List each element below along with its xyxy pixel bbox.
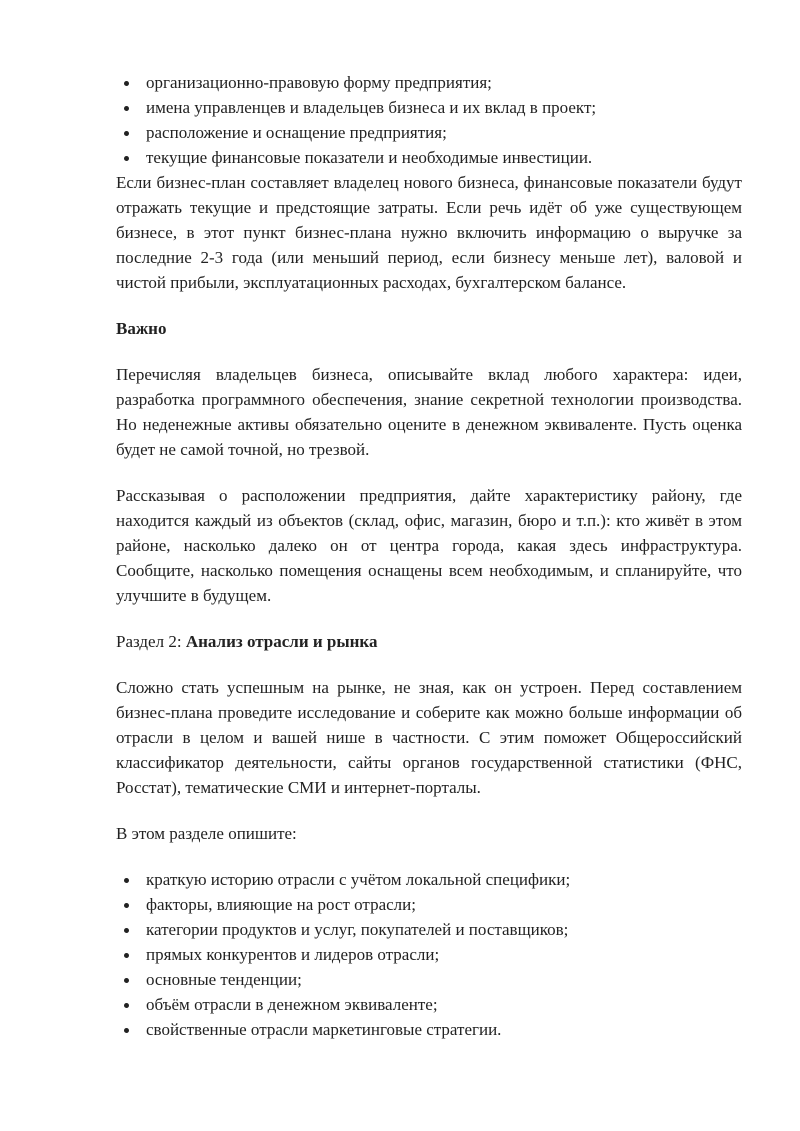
describe-list [86,867,742,1042]
paragraph-market: Сложно стать успешным на рынке, не зная, как он устроен. Перед составлением бизнес-плана проведите исследование и соберите как можно больше информации об отрасли в целом и вашей нише в частности. С этим поможет Общероссийский классификатор деятельности, сайты органов государственной статистики (ФНС, Росстат), тематические СМИ и интернет-порталы. [116,678,742,797]
list-item: основные тенденции; [116,967,742,992]
important-heading: Важно [116,319,167,338]
list-item: объём отрасли в денежном эквиваленте; [116,992,742,1017]
list-item: организационно-правовую форму предприятия; [116,70,742,95]
intro-list [86,70,742,170]
list-item: категории продуктов и услуг, покупателей и поставщиков; [116,917,742,942]
list-item: текущие финансовые показатели и необходимые инвестиции. [116,145,742,170]
paragraph-financial: Если бизнес-план составляет владелец нового бизнеса, финансовые показатели будут отражать текущие и предстоящие затраты. Если речь идёт об уже существующем бизнесе, в этот пункт бизнес-плана нужно включить информацию о выручке за последние 2-3 года (или меньший период, если бизнесу меньше лет), валовой и чистой прибыли, эксплуатационных расходах, бухгалтерском балансе. [116,173,742,292]
list-item: свойственные отрасли маркетинговые стратегии. [116,1017,742,1042]
section-2-prefix: Раздел 2: [116,632,186,651]
describe-intro: В этом разделе опишите: [116,824,297,843]
list-item: имена управленцев и владельцев бизнеса и их вклад в проект; [116,95,742,120]
paragraph-owners: Перечисляя владельцев бизнеса, описывайте вклад любого характера: идеи, разработка программного обеспечения, знание секретной технологии производства. Но неденежные активы обязательно оцените в денежном эквиваленте. Пусть оценка будет не самой точной, но трезвой. [116,365,742,459]
list-item: расположение и оснащение предприятия; [116,120,742,145]
paragraph-location: Рассказывая о расположении предприятия, дайте характеристику району, где находится каждый из объектов (склад, офис, магазин, бюро и т.п.): кто живёт в этом районе, насколько далеко он от центра города, какая здесь инфраструктура. Сообщите, насколько помещения оснащены всем необходимым, и спланируйте, что улучшите в будущем. [116,486,742,605]
list-item: факторы, влияющие на рост отрасли; [116,892,742,917]
section-2-title: Анализ отрасли и рынка [185,632,378,651]
list-item: прямых конкурентов и лидеров отрасли; [116,942,742,967]
list-item: краткую историю отрасли с учётом локальной специфики; [116,867,742,892]
section-2-heading [116,629,742,654]
